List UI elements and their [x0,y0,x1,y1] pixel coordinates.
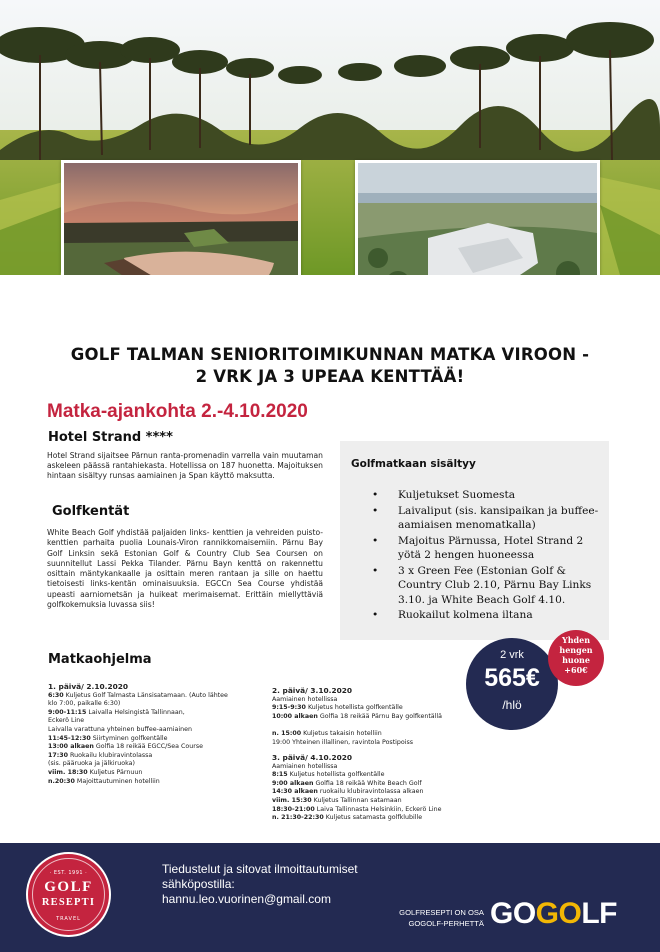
program-text: klo 7:00, paikalle 6:30) [48,700,121,708]
brand-part: G [535,897,559,930]
program-text: Aamiainen hotellissa [272,762,338,770]
program-time: 14:30 alkaen [272,788,318,796]
contact-line: sähköpostilla: [162,877,235,891]
program-line [272,730,472,739]
program-line [48,692,268,701]
program-line [48,709,268,718]
includes-list [372,488,604,624]
list-item: • Kuljetukset Suomesta [372,488,604,503]
single-room-line: hengen [559,645,593,655]
program-time: n. 15:00 [272,729,302,737]
courses-description: White Beach Golf yhdistää paljaiden links- kenttien ja vehreiden puisto-kenttien parhaita puolia Lounais-Viron rannikkomaisemiin. Pärnu Bay Golf Linksin sekä Estonian Golf & Country Club Sea Coursen on suunnitellut Lassi Pekka Tilander. Pärnu Bayn kenttä on rakennettu osittain mäntykankaalle ja osittain meren rantaan ja sille on haettu tietoisesti links-kentän ominaisuuksia. EGCCn Sea Course yhdistää upeasti aarniometsän ja huikeat merimaisemat. Erittäin miellyttäviä golfkokemuksia luvassa siis! [47,528,323,610]
program-text: ruokailu klubiravintolassa alkaen [317,788,424,796]
program-line [272,763,472,772]
includes-box [340,441,609,640]
program-time: n.20:30 [48,777,75,785]
golf-ball-o-icon: O [558,897,582,930]
program-time: viim. 15:30 [272,796,312,804]
golf-course-sunset-photo [61,160,301,275]
program-line [272,788,472,797]
program-line [272,713,472,722]
program-heading: Matkaohjelma [48,652,152,667]
program-text: (sis. pääruoka ja jälkiruoka) [48,760,135,768]
program-line [48,717,268,726]
program-day-1 [48,683,268,786]
program-text: Golfia 18 reikää Pärnu Bay golfkentällä [317,712,443,720]
program-line [48,778,268,787]
program-text: Aamiainen hotellissa [272,695,338,703]
program-text: Eckerö Line [48,717,85,725]
program-time: n. 21:30-22:30 [272,814,324,822]
contact-email-link[interactable]: hannu.leo.vuorinen@gmail.com [162,892,331,906]
program-time: 8:15 [272,771,288,779]
day-title: 1. päivä/ 2.10.2020 [48,682,129,691]
contact-info [162,862,358,907]
program-time: 17:30 [48,751,69,759]
program-line [272,771,472,780]
program-text: Kuljetus Tallinnan satamaan [311,796,402,804]
program-line [48,700,268,709]
program-line [48,726,268,735]
program-line [272,780,472,789]
list-item: • Laivaliput (sis. kansipaikan ja buffee-aamiaisen menomatkalla) [372,504,604,533]
list-item: • 3 x Green Fee (Estonian Golf & Country Club 2.10, Pärnu Bay Links 3.10. ja White Beach Golf 4.10. [372,564,604,608]
program-time: 9:00 alkaen [272,779,314,787]
price-badge [466,638,558,730]
hotel-description: Hotel Strand sijaitsee Pärnun ranta-promenadin varrella vain muutaman askeleen päässä rantahiekasta. Hotellissa on 187 huonetta. Majoituksen hintaan sisältyy runsas aamiainen ja Span käyttö maksutta. [47,451,323,480]
program-text: Majoittautuminen hotelliin [74,777,160,785]
hotel-strand-photo [355,160,600,275]
program-line [272,739,472,748]
golfresepti-logo [26,852,111,937]
list-item: • Majoitus Pärnussa, Hotel Strand 2 yötä 2 hengen huoneessa [372,534,604,563]
program-text: Golfia 18 reikää EGCC/Sea Course [93,743,203,751]
program-time: 9:15-9:30 [272,704,306,712]
single-room-line: Yhden [561,635,591,645]
program-line [48,760,268,769]
program-line [48,752,268,761]
program-text: Ruokailu klubiravintolassa [68,751,153,759]
program-text: Kuljetus takaisin hotelliin [301,729,382,737]
program-time: 9:00-11:15 [48,708,87,716]
hero-landscape-image [0,0,660,275]
program-day-3 [272,754,472,823]
logo-est: · EST. 1991 · [49,870,88,876]
program-day-2 [272,687,472,747]
program-text: Laivalla Helsingistä Tallinnaan, [86,708,185,716]
program-line [272,721,472,730]
program-text: Laiva Tallinnasta Helsinkiin, Eckerö Line [314,805,442,813]
note-line: GOGOLF-PERHETTÄ [408,919,484,928]
gogolf-logo [490,897,617,931]
program-text: Kuljetus satamasta golfklubille [323,814,423,822]
program-text: Siirtyminen golfkentälle [90,734,168,742]
title-line-2: 2 VRK JA 3 UPEAA KENTTÄÄ! [195,367,465,386]
title-line-1: GOLF TALMAN SENIORITOIMIKUNNAN MATKA VIROON - [70,345,590,364]
list-item: • Ruokailut kolmena iltana [372,608,604,623]
page-title [20,344,640,388]
logo-travel: TRAVEL [56,916,81,922]
program-line [48,735,268,744]
includes-heading: Golfmatkaan sisältyy [351,458,476,470]
day-title: 2. päivä/ 3.10.2020 [272,686,353,695]
gogolf-family-note [386,907,484,929]
program-time: 10:00 alkaen [272,712,318,720]
hotel-heading: Hotel Strand **** [48,430,173,445]
contact-line: Tiedustelut ja sitovat ilmoittautumiset [162,862,358,876]
logo-golf: GOLF [44,879,93,895]
program-text: Golfia 18 reikää White Beach Golf [313,779,422,787]
price-value: 565€ [484,664,540,692]
program-text: Laivalla varattuna yhteinen buffee-aamiainen [48,725,192,733]
program-text: Kuljetus Pärnuun [87,768,143,776]
program-text: Kuljetus hotellista golfkentälle [305,704,403,712]
program-time: 13:00 alkaen [48,743,94,751]
program-line [272,797,472,806]
price-duration: 2 vrk [500,649,524,661]
trip-dates: Matka-ajankohta 2.-4.10.2020 [47,401,308,422]
program-line [272,696,472,705]
program-text: Kuljetus Golf Talmasta Länsisatamaan. (Auto lähtee [63,691,228,699]
program-text: 19:00 Yhteinen illallinen, ravintola Postipoiss [272,738,414,746]
program-time: 18:30-21:00 [272,805,315,813]
price-unit: /hlö [502,698,522,712]
brand-part: LF [581,897,618,930]
single-room-line: huone [562,655,590,665]
day-title: 3. päivä/ 4.10.2020 [272,753,353,762]
logo-resepti: RESEPTI [41,897,96,908]
program-line [48,769,268,778]
program-line [272,704,472,713]
program-time: viim. 18:30 [48,768,88,776]
program-line [48,743,268,752]
program-line [272,806,472,815]
brand-part: GO [490,897,536,930]
program-line [272,814,472,823]
courses-heading: Golfkentät [52,504,130,519]
note-line: GOLFRESEPTI ON OSA [399,908,484,917]
single-room-badge [548,630,604,686]
single-room-price: +60€ [564,665,588,675]
program-time: 6:30 [48,691,64,699]
program-time: 11:45-12:30 [48,734,91,742]
program-text: Kuljetus hotellista golfkentälle [287,771,385,779]
